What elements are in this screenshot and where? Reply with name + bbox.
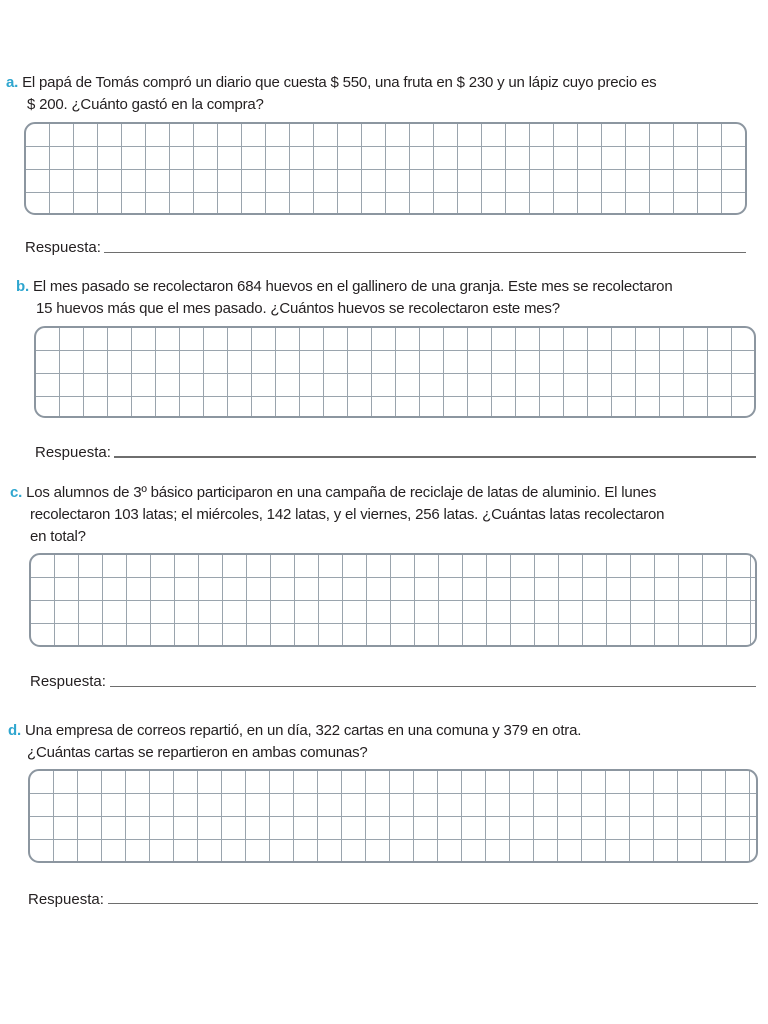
problem-a-letter: a.: [6, 74, 19, 91]
problem-b-line-1: El mes pasado se recolectaron 684 huevos en el gallinero de una granja. Este mes se recolectaron: [32, 278, 673, 295]
problem-d-answer-label: Respuesta:: [28, 891, 104, 908]
problem-b-text: [16, 276, 766, 320]
problem-b-letter: b.: [16, 278, 29, 295]
problem-b-line-2: 15 huevos más que el mes pasado. ¿Cuántos huevos se recolectaron este mes?: [36, 300, 560, 317]
problem-c-line-3: en total?: [30, 528, 86, 545]
problem-d-answer-line[interactable]: [108, 903, 758, 904]
problem-d-line-1: Una empresa de correos repartió, en un día, 322 cartas en una comuna y 379 en otra.: [24, 722, 582, 739]
problem-d-letter: d.: [8, 722, 21, 739]
problem-c-line-2: recolectaron 103 latas; el miércoles, 142 latas, y el viernes, 256 latas. ¿Cuántas latas recolectaron: [30, 506, 665, 523]
problem-c-letter: c.: [10, 484, 23, 501]
problem-a-line-1: El papá de Tomás compró un diario que cuesta $ 550, una fruta en $ 230 y un lápiz cuyo precio es: [22, 74, 657, 91]
problem-d-answer-grid[interactable]: [28, 769, 758, 863]
problem-a-answer-grid[interactable]: [24, 122, 747, 215]
problem-a-text: [6, 72, 766, 116]
problem-b-answer-label: Respuesta:: [35, 444, 111, 461]
problem-c-text: [10, 482, 766, 548]
problem-a-line-2: $ 200. ¿Cuánto gastó en la compra?: [27, 96, 264, 113]
problem-a-answer-label: Respuesta:: [25, 239, 101, 256]
problem-a-answer-line[interactable]: [104, 252, 746, 253]
problem-c-answer-grid[interactable]: [29, 553, 757, 647]
problem-c-answer-line[interactable]: [110, 686, 756, 687]
problem-d-text: [8, 720, 766, 764]
problem-d-line-2: ¿Cuántas cartas se repartieron en ambas comunas?: [27, 744, 368, 761]
problem-c-line-1: Los alumnos de 3º básico participaron en una campaña de reciclaje de latas de aluminio. El lunes: [26, 484, 657, 501]
problem-b-answer-grid[interactable]: [34, 326, 756, 418]
problem-c-answer-label: Respuesta:: [30, 673, 106, 690]
problem-b-answer-line[interactable]: [114, 456, 756, 458]
